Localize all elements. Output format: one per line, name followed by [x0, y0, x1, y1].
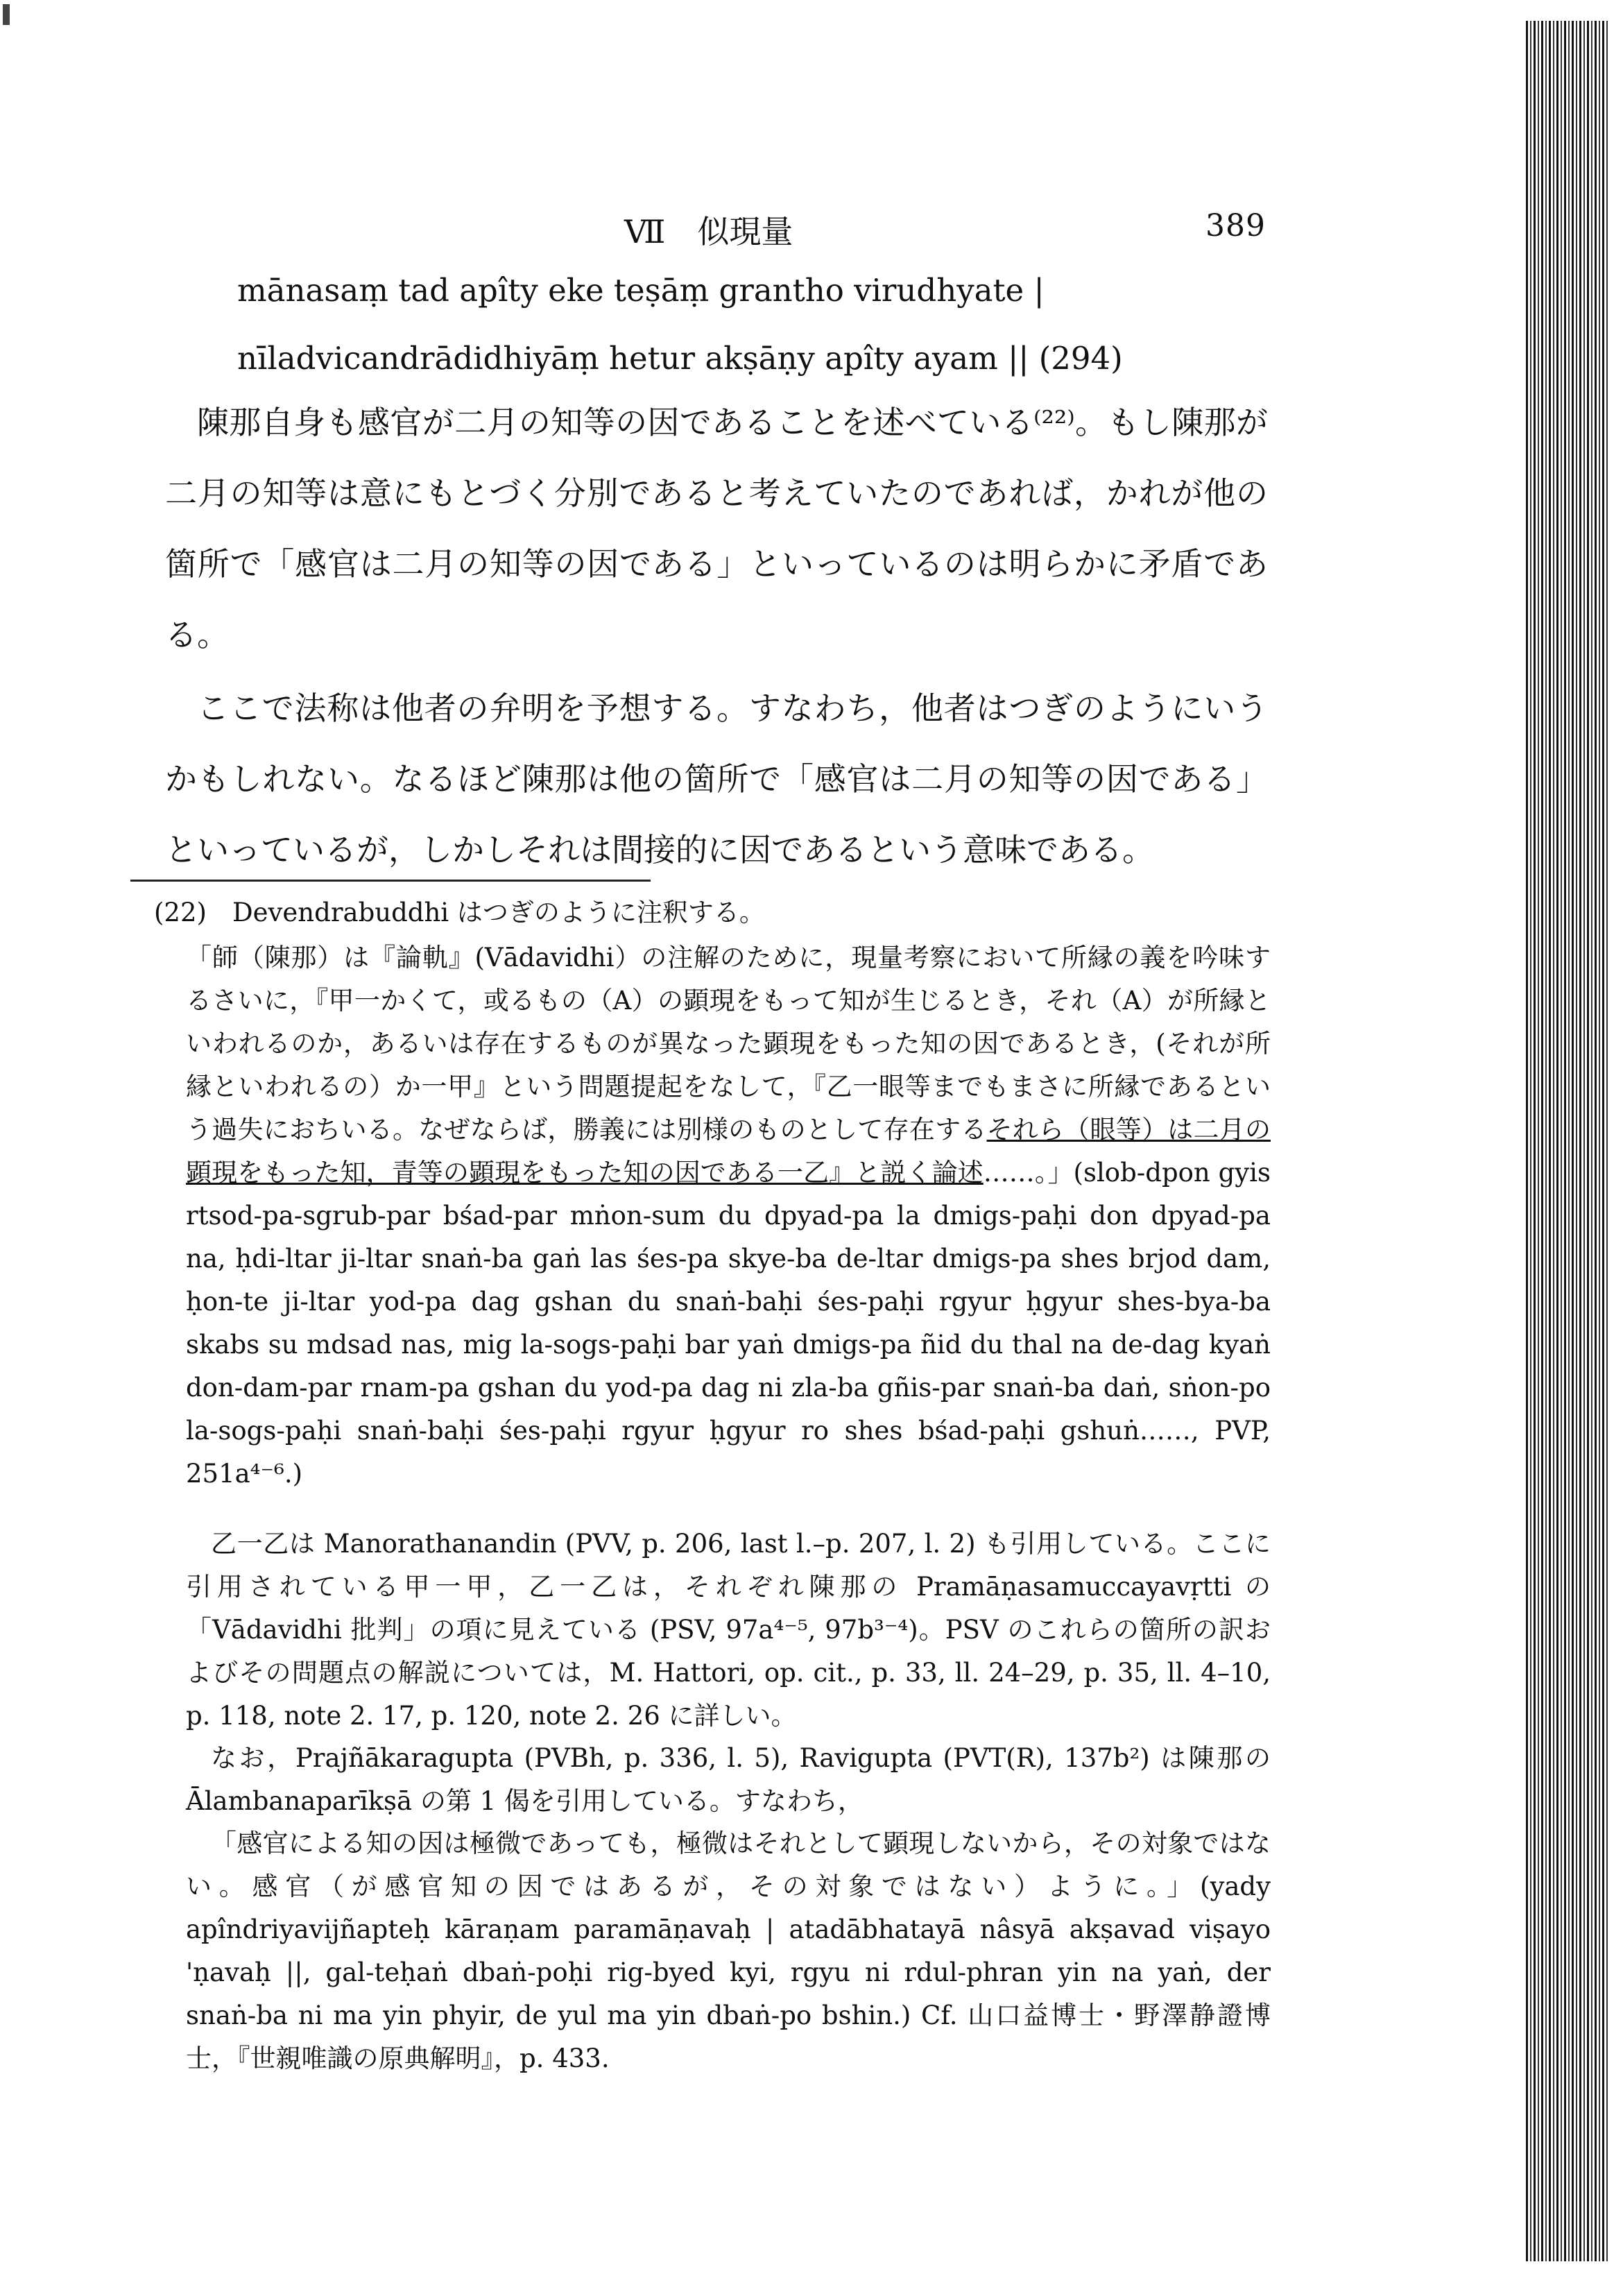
- book-edge-pages: [1526, 21, 1609, 2261]
- body-paragraph-2: ここで法称は他者の弁明を予想する。すなわち，他者はつぎのようにいうかもしれない。なるほど陳那は他の箇所で「感官は二月の知等の因である」といっているが，しかしそれは間接的に因であるという意味である。: [165, 689, 1268, 868]
- footnote-22-heading: (22) Devendrabuddhi はつぎのように注釈する。: [154, 898, 765, 927]
- chapter-header: Ⅶ 似現量: [624, 213, 793, 250]
- sanskrit-verse-line-2: nīladvicandrādidhiyāṃ hetur akṣāṇy apîty ayam || (294): [237, 340, 1123, 377]
- page-number: 389: [1205, 208, 1266, 243]
- footnote-alambana-quote: 「感官による知の因は極微であっても，極微はそれとして顕現しないから，その対象ではない。感官（が感官知の因ではあるが，その対象ではない）ように。」(yady apîndriyavijñapteḥ kāraṇam paramāṇavaḥ | atadābhatayā nâsyā akṣavad viṣayo 'ṇavaḥ ||, gal-teḥaṅ dbaṅ-poḥi rig-byed kyi, rgyu ni rdul-phran yin na yaṅ, der snaṅ-ba ni ma yin phyir, de yul ma yin dbaṅ-po bshin.) Cf. 山口益博士・野澤静證博士，『世親唯識の原典解明』，p. 433.: [186, 1828, 1271, 2073]
- footnote-22-quote: [186, 936, 1271, 1496]
- footnote-prajnakaragupta: なお，Prajñākaragupta (PVBh, p. 336, l. 5), Ravigupta (PVT(R), 137b²) は陳那の Ālambanaparīkṣā の第 1 偈を引用している。すなわち，: [186, 1743, 1271, 1816]
- footnote-quote-underlined: それら（眼等）は二月の顕現をもった知，青等の顕現をもった知の因である一乙』と説く論述: [186, 1115, 1271, 1188]
- body-paragraph-1: 陳那自身も感官が二月の知等の因であることを述べている⁽²²⁾。もし陳那が二月の知等は意にもとづく分別であると考えていたのであれば，かれが他の箇所で「感官は二月の知等の因である」といっているのは明らかに矛盾である。: [165, 404, 1268, 653]
- footnote-quote-tibetan: ……。」(slob-dpon gyis rtsod-pa-sgrub-par bśad-par mṅon-sum du dpyad-pa la dmigs-paḥi don dpyad-pa na, ḥdi-ltar ji-ltar snaṅ-ba gaṅ las śes-pa skye-ba de-ltar dmigs-pa shes brjod dam, ḥon-te ji-ltar yod-pa dag gshan du snaṅ-baḥi śes-paḥi rgyur ḥgyur shes-bya-ba skabs su mdsad nas, mig la-sogs-paḥi bar yaṅ dmigs-pa ñid du thal na de-dag kyaṅ don-dam-par rnam-pa gshan du yod-pa dag ni zla-ba gñis-par snaṅ-ba daṅ, sṅon-po la-sogs-paḥi snaṅ-baḥi śes-paḥi rgyur ḥgyur ro shes bśad-paḥi gshuṅ……, PVP, 251a⁴⁻⁶.): [186, 1158, 1271, 1489]
- sanskrit-verse-line-1: mānasaṃ tad apîty eke teṣāṃ grantho virudhyate |: [237, 272, 1045, 309]
- footnote-manorathanandin: 乙一乙は Manorathanandin (PVV, p. 206, last l.–p. 207, l. 2) も引用している。ここに引用されている甲一甲，乙一乙は，それぞれ陳那の Pramāṇasamuccayavṛtti の「Vādavidhi 批判」の項に見えている (PSV, 97a⁴⁻⁵, 97b³⁻⁴)。PSV のこれらの箇所の訳およびその問題点の解説については，M. Hattori, op. cit., p. 33, ll. 24–29, p. 35, ll. 4–10, p. 118, note 2. 17, p. 120, note 2. 26 に詳しい。: [186, 1529, 1271, 1731]
- scan-speck: [3, 4, 10, 25]
- footnote-divider: [130, 880, 651, 882]
- footnote-quote-text: 「師（陳那）は『論軌』(Vādavidhi）の注解のために，現量考察において所縁の義を吟味するさいに，『甲一かくて，或るもの（A）の顕現をもって知が生じるとき，それ（A）が所縁といわれるのか，あるいは存在するものが異なった顕現をもった知の因であるとき，(それが所縁といわれるの）か一甲』という問題提起をなして，『乙一眼等までもまさに所縁であるという過失におちいる。なぜならば，勝義には別様のものとして存在する: [186, 943, 1271, 1145]
